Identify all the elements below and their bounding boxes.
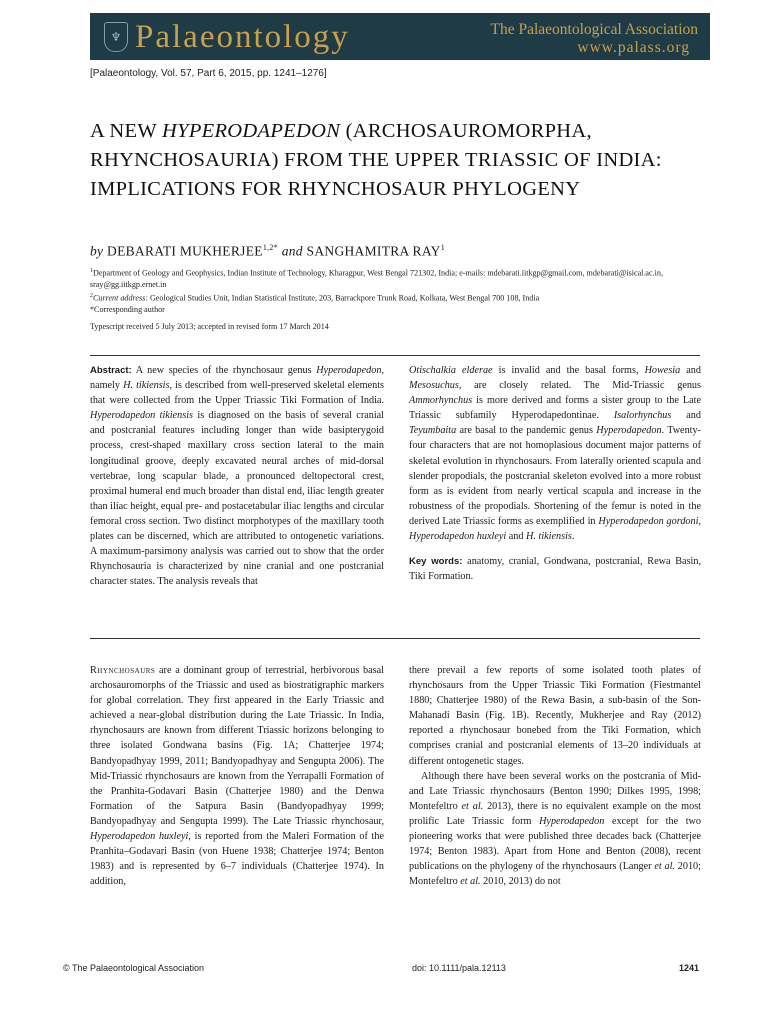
abstract-text: Ammorhynchus (409, 395, 473, 407)
body-right-column (409, 663, 701, 889)
affiliation-2 (90, 291, 700, 304)
abstract-text: , (698, 515, 701, 527)
keywords (409, 554, 701, 584)
lead-word: Rhynchosaurs (90, 665, 156, 676)
abstract-label: Abstract: (90, 365, 132, 376)
abstract-text: Howesia (644, 365, 681, 376)
affiliations (90, 266, 700, 315)
byline (90, 243, 445, 260)
keywords-text: anatomy, cranial, Gondwana, postcranial, Rewa Basin, Tiki Formation. (409, 556, 701, 583)
abstract-text: , namely (90, 365, 384, 392)
footer-doi[interactable]: doi: 10.1111/pala.12113 (412, 963, 506, 973)
body-left-column (90, 663, 384, 889)
author-name[interactable]: DEBARATI MUKHERJEE (107, 243, 263, 259)
body-text: except for the two pioneering works that were published three decades back (Chatterjee 1974; Benton 1983). Apart from Hone and Benton (2008), recent publications on the phylogeny of the rhynchosaurs (Langer (409, 815, 701, 873)
association-name: The Palaeontological Association (490, 21, 698, 38)
body-text: Hyperodapedon huxleyi (90, 831, 189, 843)
abstract-text: Otischalkia elderae (409, 365, 493, 376)
author-name[interactable]: SANGHAMITRA RAY (306, 243, 441, 259)
affiliation-mark: 1 (90, 268, 93, 274)
abstract-right-column (409, 363, 701, 584)
keywords-label: Key words: (409, 556, 463, 568)
abstract-text: is more derived and forms a sister group to the Late Triassic subfamily Hyperodapedontinae. (409, 395, 701, 422)
citation: [Palaeontology, Vol. 57, Part 6, 2015, pp. 1241–1276] (90, 68, 327, 79)
abstract-bottom-rule (90, 638, 700, 639)
body-text: , is reported from the Maleri Formation of the Pranhita–Godavari Basin (von Huene 1938; Chatterjee 1974; Benton 1983) and is represented by 6–7 individuals (Chatterjee 1974). In addition, (90, 831, 384, 888)
footer-page-number: 1241 (679, 963, 700, 973)
body-text: 2010, 2013) do not (480, 876, 561, 888)
abstract-text: Isalorhynchus (613, 410, 672, 422)
society-logo-icon: ♆ (104, 22, 128, 52)
title-genus: HYPERODAPEDON (162, 120, 341, 142)
body-paragraph (409, 769, 701, 890)
title-part: (ARCHOSAUROMORPHA, RHYNCHOSAURIA) FROM THE UPPER TRIASSIC OF INDIA: IMPLICATIONS FOR RHYNCHOSAUR PHYLOGENY (90, 120, 662, 200)
abstract-text: is diagnosed on the basis of several cranial and postcranial features including longer than wide basipterygoid process, crest-shaped maxillary cross section lateral to the main longitudinal groove, deeply excavated neural arches of mid-dorsal vertebrae, long scapular blade, a pronounced deltopectoral crest, proximal humeral end much broader than distal end, iliac length greater than iliac height, equal pre- and postacetabular iliac lengths and circular femoral cross section. Two distinct morphotypes of the maxillary tooth plates can be discerned, which are attributed to ontogenetic variations. A maximum-parsimony analysis was carried out to show that the order Rhynchosauria is characterized by nine cranial and one postcranial character states. The analysis reveals that (90, 410, 385, 588)
abstract-text: H. tikiensis (526, 531, 572, 543)
body-text: Although there have been several works on the postcrania of Mid- and Late Triassic rhynchosaurs (Benton 1990; Dilkes 1995, 1998; Montefeltro (409, 770, 701, 812)
abstract-text: are basal to the pandemic genus (456, 425, 597, 437)
body-text: are a dominant group of terrestrial, herbivorous basal archosauromorphs of the Triassic and used as biostratigraphic markers for global correlation. They first appeared in the Early Triassic and achieved a near-global distribution during the Late Triassic. In India, rhynchosaurs are known from different Triassic horizons belonging to three isolated Gondwana basins (Fig. 1A; Chatterjee 1974; Bandyopadhyay 1999, 2011; Bandyopadhyay and Sengupta 2006). The Mid-Triassic rhynchosaurs are known from the Yerrapalli Formation of the Pranhita-Godavari Basin (Chatterjee 1980) and the Denwa Formation of the Satpura Basin (Bandyopadhyay 1999; Bandyopadhyay and Sengupta 1999). The Late Triassic rhynchosaur, (90, 665, 384, 827)
body-text: Hyperodapedon (539, 815, 605, 827)
abstract-text: is invalid and the basal forms, (492, 365, 645, 376)
journal-banner (90, 13, 710, 60)
abstract-text: Hyperodapedon tikiensis (90, 410, 194, 422)
abstract-text: Teyumbaita (409, 425, 457, 437)
affiliation-mark: 2 (90, 292, 93, 299)
body-text: et al. (460, 876, 481, 888)
body-paragraph (90, 663, 384, 889)
abstract-text: Hyperodapedon gordoni (598, 515, 699, 527)
journal-title: Palaeontology (135, 19, 350, 55)
abstract-text: and (680, 365, 701, 376)
abstract-text: Hyperodapedon (316, 365, 382, 376)
article-title (90, 117, 720, 204)
affiliation-text: Department of Geology and Geophysics, Indian Institute of Technology, Kharagpur, West Bengal 721302, India; e-mails: mdebarati.iitkgp@gmail.com, mdebarati@isical.ac.in, sray@gg.iitkgp.ernet.in (90, 268, 663, 290)
byline-by: by (90, 243, 104, 259)
abstract-text: , is described from well-preserved skeletal elements that were collected from the Upper Triassic Tiki Formation of India. (90, 380, 385, 407)
abstract-paragraph (90, 363, 384, 589)
received-dates: Typescript received 5 July 2013; accepted in revised form 17 March 2014 (90, 322, 329, 331)
abstract-text: Hyperodapedon huxleyi (409, 531, 507, 543)
abstract-text: , are closely related. The Mid-Triassic genus (458, 380, 701, 392)
author-marks: 1,2* (262, 243, 279, 252)
footer-copyright: © The Palaeontological Association (63, 963, 205, 973)
author-marks: 1 (440, 243, 446, 252)
body-text: 2013), there is no equivalent example on the most prolific Late Triassic form (409, 800, 701, 827)
abstract-paragraph (409, 363, 701, 544)
abstract-left-column (90, 363, 384, 589)
abstract-text: and (671, 410, 701, 422)
title-part: A NEW (90, 120, 163, 142)
abstract-text: H. tikiensis (123, 380, 170, 392)
abstract-text: . Twenty-four characters that are not homoplasious document major patterns of skeletal evolution in rhynchosaurs. From laterally oriented scapula and slender propodials, the postcranial skeleton evolved into a more robust form as is evident from nearly vertical scapula and increase in the robustness of the propodials. Shortening of the femur is noted in the derived Late Triassic forms as exemplified in (409, 425, 701, 527)
abstract-text: Mesosuchus (409, 380, 459, 392)
abstract-text: A new species of the rhynchosaur genus (131, 365, 317, 376)
body-text: et al. (461, 800, 484, 812)
affiliation-1 (90, 266, 700, 291)
abstract-text: Hyperodapedon (596, 425, 662, 437)
body-paragraph: there prevail a few reports of some isolated tooth plates of rhynchosaurs from the Upper Triassic Tiki Formation (Fiestmantel 1880; Chatterjee 1980) of the Rewa Basin, a sub-basin of the Son-Mahanadi Basin (Fig. 1B). Recently, Mukherjee and Ray (2012) reported a rhynchosaur bonebed from the Tiki Formation, which comprises cranial and postcranial elements of 13–20 individuals at different ontogenetic stages. (409, 665, 701, 767)
association-url[interactable]: www.palass.org (577, 39, 690, 56)
affiliation-text: Geological Studies Unit, Indian Statistical Institute, 203, Barrackpore Trunk Road, Kolkata, West Bengal 700 108, India (147, 293, 540, 303)
abstract-top-rule (90, 355, 700, 356)
abstract-text: . (571, 531, 575, 543)
body-text: 2010; Montefeltro (409, 861, 701, 888)
byline-and: and (281, 243, 303, 259)
body-text: et al. (654, 861, 675, 873)
affiliation-label: Current address: (93, 293, 148, 303)
abstract-text: and (506, 531, 527, 543)
corresponding-author: *Corresponding author (90, 304, 165, 314)
